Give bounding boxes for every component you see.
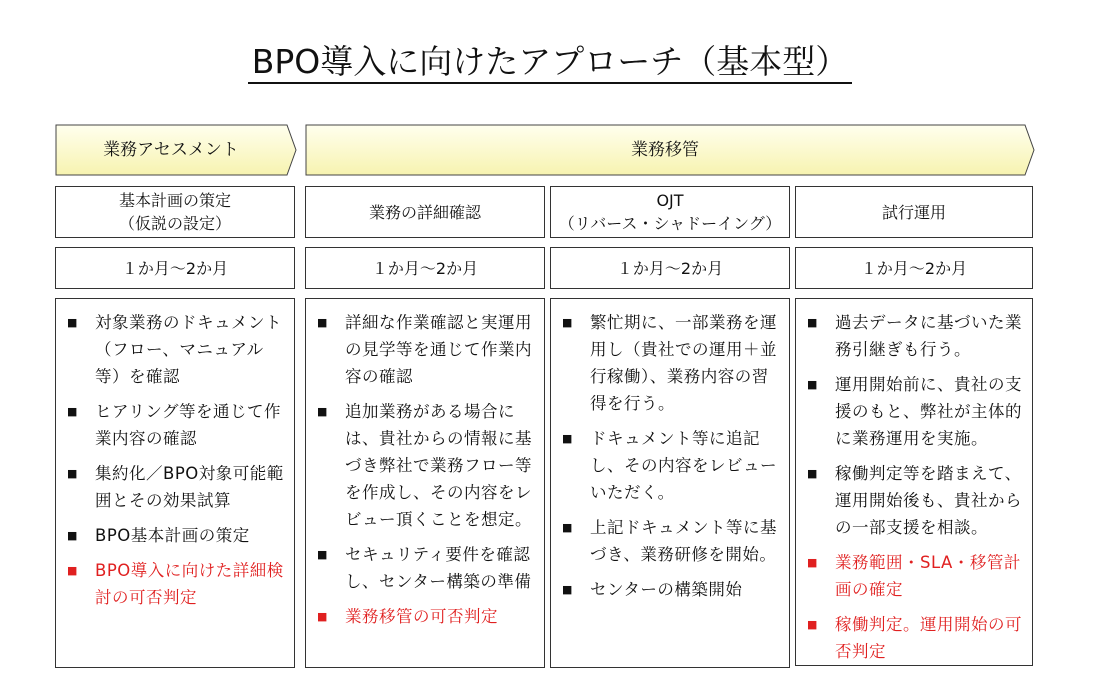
- duration-text: １か月～2か月: [616, 258, 724, 278]
- list-item-text: 集約化／BPO対象可能範囲とその効果試算: [95, 464, 284, 510]
- black-square-icon: ■: [562, 432, 573, 445]
- list-item-text: センターの構築開始: [590, 580, 743, 599]
- list-item: [804, 460, 1024, 541]
- list-item-highlighted: [314, 603, 536, 630]
- list-item: [314, 398, 536, 533]
- list-item: [64, 309, 286, 390]
- list-item-text: BPO導入に向けた詳細検討の可否判定: [95, 561, 284, 607]
- step-name-text: OJT （リバース・シャドーイング）: [558, 191, 782, 233]
- page-title: [0, 40, 1100, 84]
- list-item: [64, 460, 286, 514]
- detail-box-1: [55, 298, 295, 668]
- list-item: [64, 522, 286, 549]
- phase-arrow-transfer: [305, 124, 1035, 176]
- black-square-icon: ■: [67, 405, 78, 418]
- black-square-icon: ■: [317, 316, 328, 329]
- list-item-text: 業務範囲・SLA・移管計画の確定: [835, 553, 1021, 599]
- list-item-text: 上記ドキュメント等に基づき、業務研修を開始。: [590, 518, 777, 564]
- step-name-text: 業務の詳細確認: [368, 202, 481, 222]
- step-name-1: [55, 186, 295, 238]
- phase-label: 業務アセスメント: [103, 140, 239, 160]
- black-square-icon: ■: [67, 467, 78, 480]
- list-item: [559, 576, 781, 603]
- step-name-text: 試行運用: [881, 202, 946, 222]
- red-square-icon: ■: [807, 618, 818, 631]
- phase-label: 業務移管: [631, 140, 699, 160]
- black-square-icon: ■: [807, 467, 818, 480]
- list-item-text: BPO基本計画の策定: [95, 526, 250, 545]
- list-item-text: 対象業務のドキュメント（フロー、マニュアル等）を確認: [95, 313, 282, 386]
- step-duration-3: [550, 247, 790, 289]
- list-item: [314, 541, 536, 595]
- list-item: [64, 398, 286, 452]
- step-duration-2: [305, 247, 545, 289]
- list-item-text: 稼働判定等を踏まえて、運用開始後も、貴社からの一部支援を相談。: [835, 464, 1022, 537]
- red-square-icon: ■: [317, 610, 328, 623]
- step-name-4: [795, 186, 1033, 238]
- red-square-icon: ■: [67, 564, 78, 577]
- list-item-highlighted: [804, 549, 1024, 603]
- black-square-icon: ■: [562, 583, 573, 596]
- list-item-highlighted: [804, 611, 1024, 665]
- black-square-icon: ■: [562, 316, 573, 329]
- detail-box-3: [550, 298, 790, 668]
- list-item: [314, 309, 536, 390]
- duration-text: １か月～2か月: [860, 258, 968, 278]
- list-item-text: ヒアリング等を通じて作業内容の確認: [95, 402, 282, 448]
- black-square-icon: ■: [67, 316, 78, 329]
- list-item-text: 繁忙期に、一部業務を運用し（貴社での運用＋並行稼働）、業務内容の習得を行う。: [590, 313, 777, 413]
- list-item: [559, 514, 781, 568]
- step-name-3: [550, 186, 790, 238]
- detail-box-2: [305, 298, 545, 668]
- black-square-icon: ■: [807, 316, 818, 329]
- list-item-text: セキュリティ要件を確認し、センター構築の準備: [345, 545, 532, 591]
- black-square-icon: ■: [317, 548, 328, 561]
- list-item: [559, 309, 781, 417]
- black-square-icon: ■: [562, 521, 573, 534]
- list-item-text: 業務移管の可否判定: [345, 607, 498, 626]
- list-item-text: 稼働判定。運用開始の可否判定: [835, 615, 1022, 661]
- duration-text: １か月～2か月: [371, 258, 479, 278]
- black-square-icon: ■: [67, 529, 78, 542]
- black-square-icon: ■: [807, 378, 818, 391]
- list-item: [559, 425, 781, 506]
- list-item: [804, 371, 1024, 452]
- list-item-highlighted: [64, 557, 286, 611]
- black-square-icon: ■: [317, 405, 328, 418]
- list-item-text: 運用開始前に、貴社の支援のもと、弊社が主体的に業務運用を実施。: [835, 375, 1022, 448]
- page-title-text: BPO導入に向けたアプローチ（基本型）: [248, 42, 853, 84]
- red-square-icon: ■: [807, 556, 818, 569]
- list-item-text: 詳細な作業確認と実運用の見学等を通じて作業内容の確認: [345, 313, 532, 386]
- step-duration-1: [55, 247, 295, 289]
- list-item-text: 追加業務がある場合には、貴社からの情報に基づき弊社で業務フロー等を作成し、その内容をレビュー頂くことを想定。: [345, 402, 532, 529]
- list-item-text: ドキュメント等に追記し、その内容をレビューいただく。: [590, 429, 777, 502]
- duration-text: １か月～2か月: [121, 258, 229, 278]
- list-item: [804, 309, 1024, 363]
- step-name-text: 基本計画の策定 （仮説の設定）: [118, 191, 231, 233]
- list-item-text: 過去データに基づいた業務引継ぎも行う。: [835, 313, 1022, 359]
- step-duration-4: [795, 247, 1033, 289]
- detail-box-4: [795, 298, 1033, 666]
- phase-arrow-assessment: [55, 124, 297, 176]
- step-name-2: [305, 186, 545, 238]
